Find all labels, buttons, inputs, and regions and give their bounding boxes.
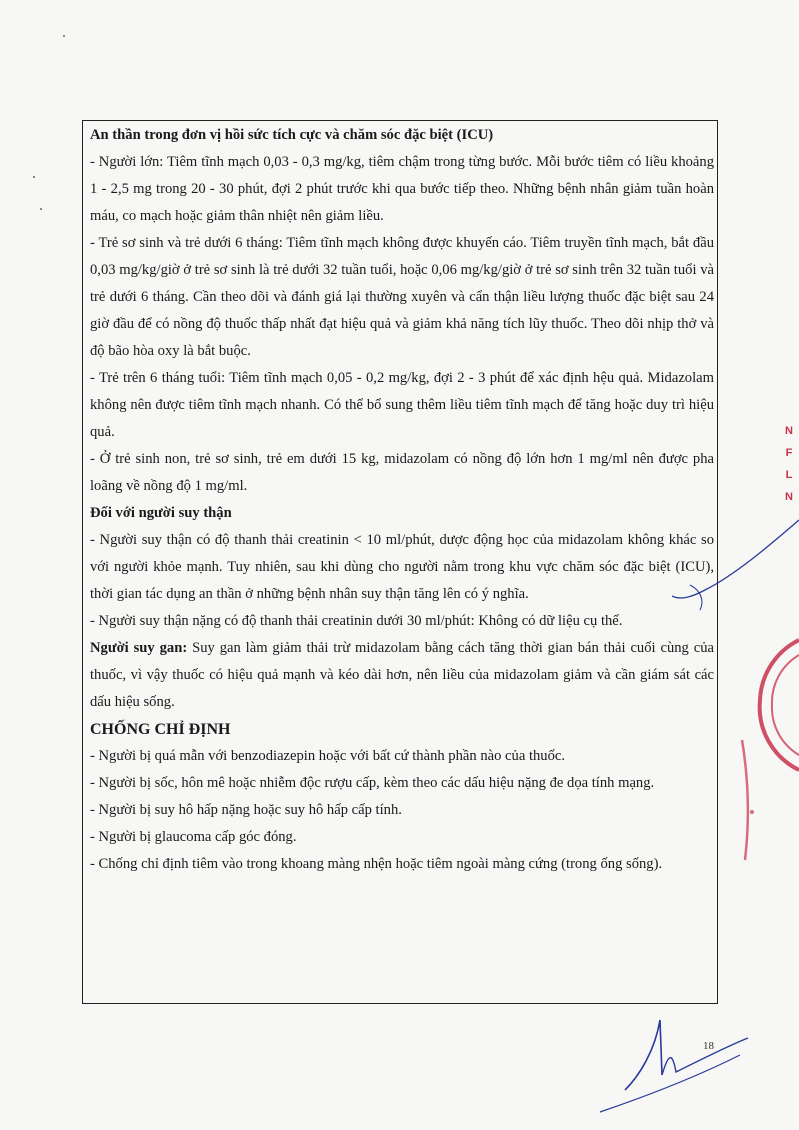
stamp-letter: F <box>785 447 793 459</box>
paragraph-premature-infants: - Ở trẻ sinh non, trẻ sơ sinh, trẻ em dưới 15 kg, midazolam có nồng độ lớn hơn 1 mg/ml nên được pha loãng về nồng độ 1 mg/ml. <box>90 451 714 494</box>
stamp-letter: N <box>785 491 793 503</box>
official-stamp-partial <box>742 640 799 860</box>
stamp-letter: L <box>785 469 793 481</box>
paragraph-newborns: - Trẻ sơ sinh và trẻ dưới 6 tháng: Tiêm tĩnh mạch không được khuyến cáo. Tiêm truyền tĩnh mạch, bắt đầu 0,03 mg/kg/giờ ở trẻ sơ sinh là trẻ dưới 32 tuần tuổi, hoặc 0,06 mg/kg/giờ ở trẻ sơ sinh trên 32 tuần tuổi và trẻ dưới 6 tháng. Cần theo dõi và đánh giá lại thường xuyên và cẩn thận liều lượng thuốc đặc biệt sau 24 giờ đầu để có nồng độ thuốc thấp nhất đạt hiệu quả và giảm khả năng tích lũy thuốc. Theo dõi nhịp thở và độ bão hòa oxy là bắt buộc. <box>90 235 714 359</box>
hepatic-text: Suy gan làm giảm thải trừ midazolam bằng cách tăng thời gian bán thải cuối cùng của thuốc, vì vậy thuốc có hiệu quả mạnh và kéo dài hơn, nên liều của midazolam giảm và cần giám sát các dấu hiệu sống. <box>90 640 714 710</box>
contraindication-glaucoma: - Người bị glaucoma cấp góc đóng. <box>90 829 297 845</box>
contraindication-respiratory: - Người bị suy hô hấp nặng hoặc suy hô hấp cấp tính. <box>90 802 402 818</box>
paragraph-children-over-6-months: - Trẻ trên 6 tháng tuổi: Tiêm tĩnh mạch 0,05 - 0,2 mg/kg, đợi 2 - 3 phút để xác định hệu quả. Midazolam không nên được tiêm tĩnh mạch nhanh. Có thể bổ sung thêm liều tiêm tĩnh mạch để tăng hoặc duy trì hiệu quả. <box>90 370 714 440</box>
paragraph-adults: - Người lớn: Tiêm tĩnh mạch 0,03 - 0,3 mg/kg, tiêm chậm trong từng bước. Mỗi bước tiêm có liều khoảng 1 - 2,5 mg trong 20 - 30 phút, đợi 2 phút trước khi qua bước tiếp theo. Những bệnh nhân giảm tuần hoàn máu, co mạch hoặc giảm thân nhiệt nên giảm liều. <box>90 154 714 224</box>
stamp-edge-letters <box>779 420 799 508</box>
stamp-letter: N <box>785 425 793 437</box>
paragraph-renal-clearance: - Người suy thận có độ thanh thải creatinin < 10 ml/phút, dược động học của midazolam không khác so với người khỏe mạnh. Tuy nhiên, sau khi dùng cho người nằm trong khu vực chăm sóc đặc biệt (ICU), thời gian tác dụng an thần ở những bệnh nhân suy thận tăng lên có ý nghĩa. <box>90 532 714 602</box>
heading-icu-sedation: An thần trong đơn vị hồi sức tích cực và chăm sóc đặc biệt (ICU) <box>90 127 494 143</box>
signature-stroke-middle <box>672 520 799 610</box>
contraindication-shock: - Người bị sốc, hôn mê hoặc nhiễm độc rượu cấp, kèm theo các dấu hiệu nặng đe dọa tính mạng. <box>90 775 655 791</box>
page-number: 18 <box>703 1040 714 1052</box>
signature-bottom <box>600 1020 748 1112</box>
hepatic-lead: Người suy gan: <box>90 640 188 656</box>
heading-renal-failure: Đối với người suy thận <box>90 505 232 521</box>
paragraph-severe-renal: - Người suy thận nặng có độ thanh thải creatinin dưới 30 ml/phút: Không có dữ liệu cụ thể. <box>90 613 623 629</box>
section-contraindications: CHỐNG CHỈ ĐỊNH <box>90 721 231 738</box>
contraindication-hypersensitivity: - Người bị quá mẫn với benzodiazepin hoặc với bất cứ thành phần nào của thuốc. <box>90 748 566 764</box>
contraindication-intrathecal: - Chống chỉ định tiêm vào trong khoang màng nhện hoặc tiêm ngoài màng cứng (trong ống sống). <box>90 856 663 872</box>
